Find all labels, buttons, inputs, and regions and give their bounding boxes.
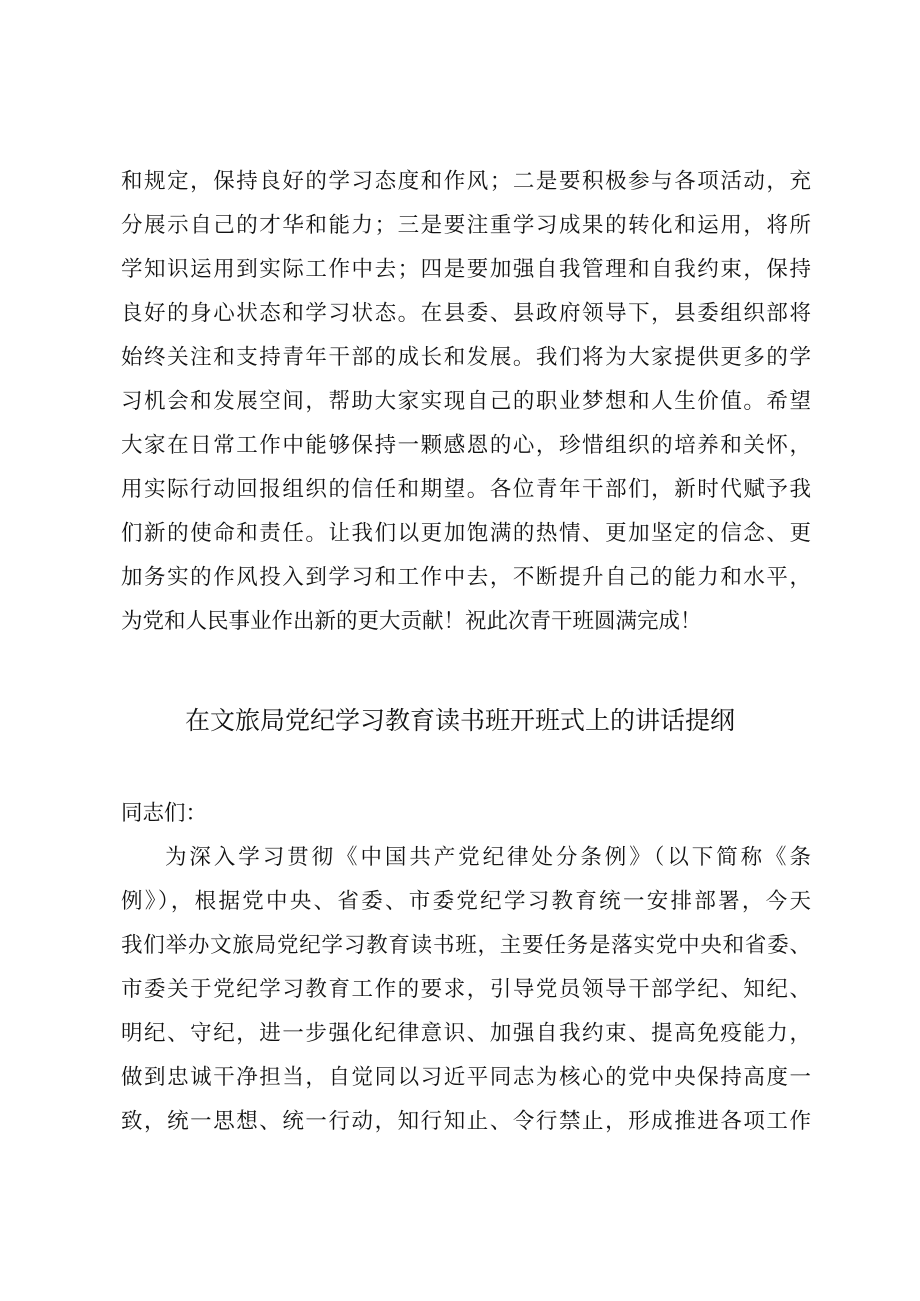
text-line: 为党和人民事业作出新的更大贡献！祝此次青干班圆满完成！ [121,609,702,634]
text-line: 市委关于党纪学习教育工作的要求，引导党员领导干部学纪、知纪、 [121,977,811,1002]
text-line: 为深入学习贯彻《中国共产党纪律处分条例》（以下简称《条 [165,845,811,870]
text-line: 始终关注和支持青年干部的成长和发展。我们将为大家提供更多的学 [121,345,811,370]
salutation: 同志们： [121,801,208,826]
text-line: 们新的使命和责任。让我们以更加饱满的热情、更加坚定的信念、更 [121,521,811,546]
text-line: 我们举办文旅局党纪学习教育读书班，主要任务是落实党中央和省委、 [121,933,811,958]
text-line: 用实际行动回报组织的信任和期望。各位青年干部们，新时代赋予我 [121,477,811,502]
text-line: 做到忠诚干净担当，自觉同以习近平同志为核心的党中央保持高度一 [121,1065,811,1090]
text-line: 加务实的作风投入到学习和工作中去，不断提升自己的能力和水平， [121,565,811,590]
text-line: 分展示自己的才华和能力；三是要注重学习成果的转化和运用，将所 [121,213,811,238]
body-paragraph-2 [121,836,811,1144]
text-line: 致，统一思想、统一行动，知行知止、令行禁止，形成推进各项工作 [121,1109,811,1134]
text-line: 例》），根据党中央、省委、市委党纪学习教育统一安排部署，今天 [121,889,811,914]
text-line: 明纪、守纪，进一步强化纪律意识、加强自我约束、提高免疫能力， [121,1021,811,1046]
body-paragraph-1 [121,160,811,644]
text-line: 习机会和发展空间，帮助大家实现自己的职业梦想和人生价值。希望 [121,389,811,414]
text-line: 良好的身心状态和学习状态。在县委、县政府领导下，县委组织部将 [121,301,811,326]
text-line: 和规定，保持良好的学习态度和作风；二是要积极参与各项活动，充 [121,169,811,194]
text-line: 学知识运用到实际工作中去；四是要加强自我管理和自我约束，保持 [121,257,811,282]
speech-title: 在文旅局党纪学习教育读书班开班式上的讲话提纲 [184,706,735,735]
text-line: 大家在日常工作中能够保持一颗感恩的心，珍惜组织的培养和关怀， [121,433,811,458]
